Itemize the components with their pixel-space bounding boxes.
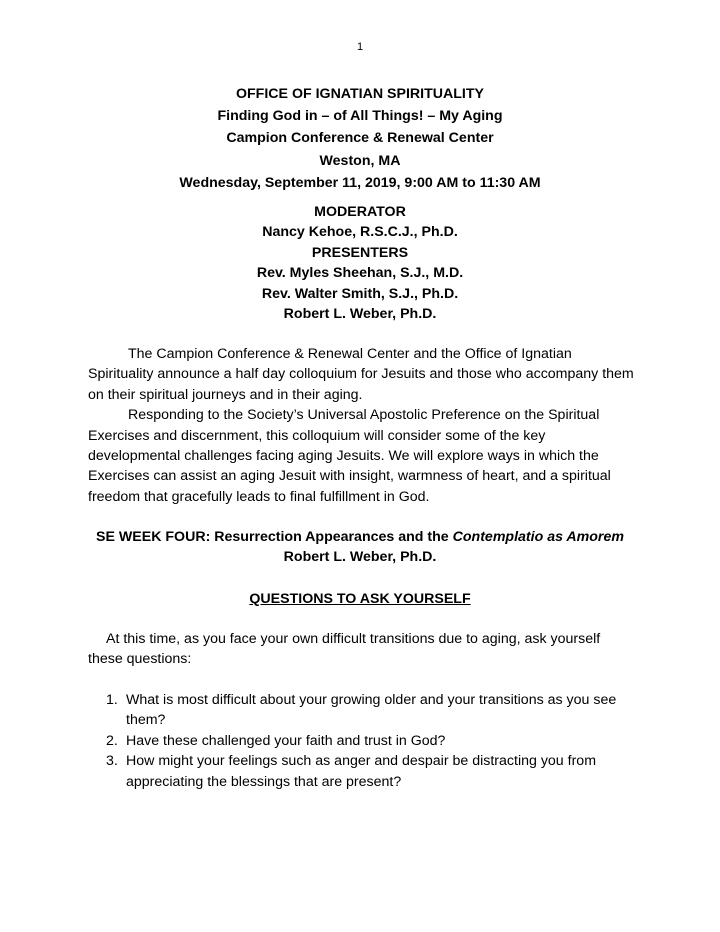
moderator-label: MODERATOR <box>314 204 406 220</box>
list-item <box>88 751 636 792</box>
questions-lead: At this time, as you face your own difficult transitions due to aging, ask yourself these questions: <box>88 631 601 668</box>
presenter-name: Robert L. Weber, Ph.D. <box>283 306 437 323</box>
session-presenter: Robert L. Weber, Ph.D. <box>283 549 437 566</box>
session-title <box>88 527 632 547</box>
intro-paragraph: Responding to the Society’s Universal Apostolic Preference on the Spiritual Exercises and discernment, this colloquium will consider some of the key developmental challenges facing aging Jesuits. We will explore ways in which the Exercises can assist an aging Jesuit with insight, warmness of heart, and a spiritual freedom that gracefully leads to final fulfillment in God. <box>88 407 611 505</box>
session-title-text: SE WEEK FOUR: Resurrection Appearances and the <box>96 529 453 545</box>
list-item <box>88 690 636 731</box>
event-header <box>88 83 632 194</box>
moderator-name: Nancy Kehoe, R.S.C.J., Ph.D. <box>262 224 458 241</box>
presenter-name: Rev. Walter Smith, S.J., Ph.D. <box>261 285 459 302</box>
list-item-text: What is most difficult about your growing older and your transitions as you see them? <box>126 692 617 729</box>
presenter-name: Rev. Myles Sheehan, S.J., M.D. <box>256 265 464 282</box>
presenters-label: PRESENTERS <box>311 244 409 261</box>
question-list <box>88 690 636 792</box>
event-datetime: Wednesday, September 11, 2019, 9:00 AM to 11:30 AM <box>179 174 541 191</box>
event-title: Finding God in – of All Things! – My Aging <box>217 108 503 125</box>
session-header <box>88 527 632 568</box>
venue-name: Campion Conference & Renewal Center <box>226 130 494 147</box>
office-name: OFFICE OF IGNATIAN SPIRITUALITY <box>235 86 484 102</box>
intro-text <box>88 344 636 507</box>
questions-heading: QUESTIONS TO ASK YOURSELF <box>249 591 471 607</box>
list-item-number: 3. <box>106 753 118 770</box>
page-number: 1 <box>356 41 364 53</box>
people-list <box>88 202 632 324</box>
list-item-text: Have these challenged your faith and trust in God? <box>126 732 446 749</box>
list-item <box>88 731 636 751</box>
list-item-number: 2. <box>106 732 118 749</box>
session-title-italic: Contemplatio as Amorem <box>452 529 624 545</box>
list-item-text: How might your feelings such as anger and despair be distracting you from appreciating the blessings that are present? <box>126 753 597 790</box>
list-item-number: 1. <box>106 692 118 708</box>
intro-paragraph: The Campion Conference & Renewal Center and the Office of Ignatian Spirituality announce a half day colloquium for Jesuits and those who accompany them on their spiritual journeys and in their aging. <box>88 346 634 403</box>
event-location: Weston, MA <box>319 152 401 169</box>
